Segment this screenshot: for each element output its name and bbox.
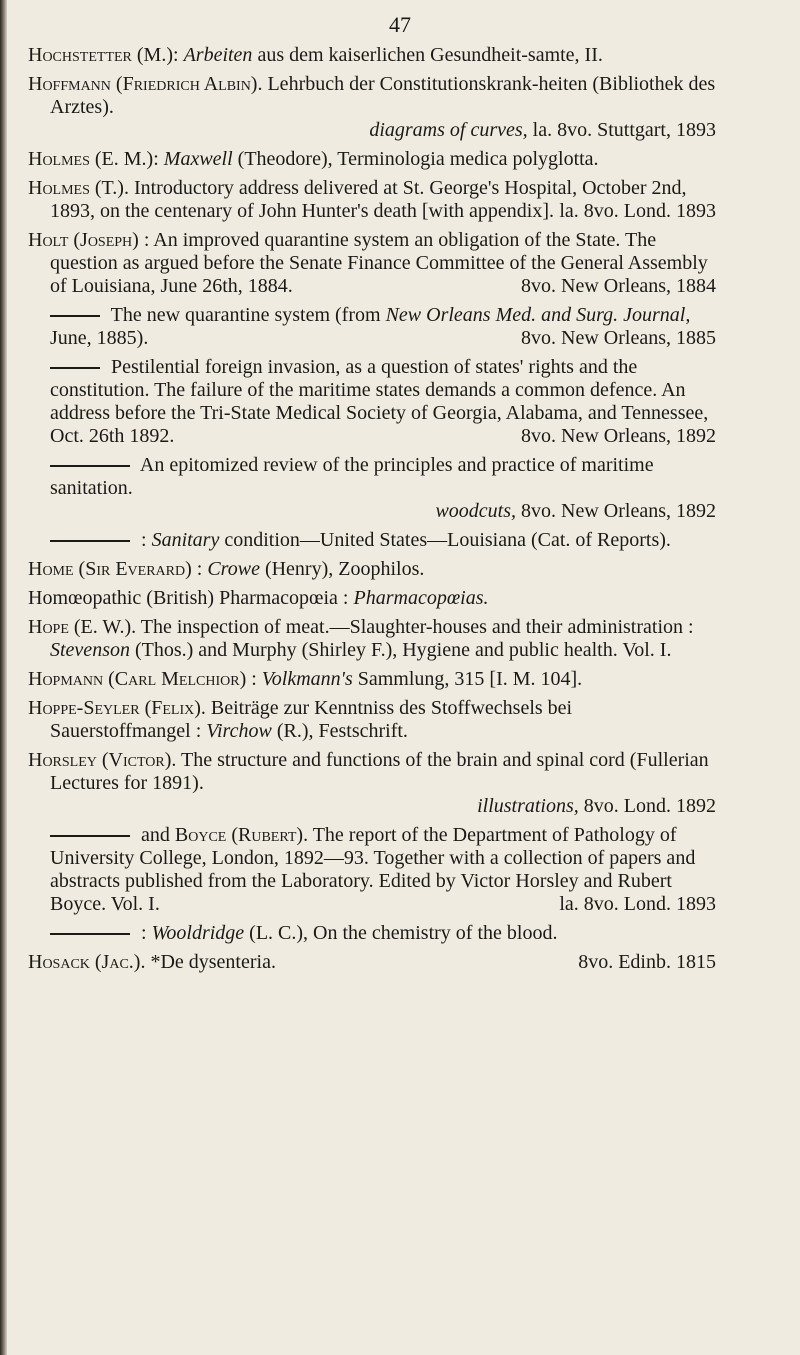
- entry-author: Horsley (Victor): [28, 749, 172, 771]
- entry-publication: 8vo. New Orleans, 1892: [521, 425, 716, 447]
- bibliography-entry: Hopmann (Carl Melchior) : Volkmann's Sammlung, 315 [I. M. 104].: [28, 668, 583, 690]
- entry-text: Pestilential foreign invasion, as a question of states' rights and the constitution. The failure of the maritime states demands a common defence. An address before the Tri-State Medical Society of Georgia, Alabama, and Tennessee, Oct. 26th 1892.: [50, 356, 709, 447]
- entry-author: Hope (E. W.): [28, 616, 132, 638]
- entry-author: Holmes (E. M.): [28, 148, 154, 170]
- bibliography-entry: and Boyce (Rubert). The report of the Department of Pathology of University College, London, 1892—93. Together with a collection of papers and abstracts published from the Laboratory. Edited by Victor Horsley and Rubert Boyce. Vol. I. la. 8vo. Lond. 1893: [50, 824, 716, 915]
- bibliography-entry: [28, 587, 716, 610]
- entry-text: : An improved quarantine system an obligation of the State. The question as argued before the Senate Finance Committee of the General Assembly of Louisiana, June 26th, 1884.: [50, 229, 708, 297]
- entry-publication: la. 8vo. Lond. 1893: [559, 200, 716, 222]
- entry-publication: 8vo. New Orleans, 1884: [521, 275, 716, 297]
- page-number: 47: [389, 12, 411, 37]
- ditto-dash: [50, 835, 130, 837]
- entry-publication: woodcuts, 8vo. New Orleans, 1892: [435, 500, 716, 522]
- entry-publication: illustrations, 8vo. Lond. 1892: [477, 795, 716, 817]
- bibliography-entry: [28, 177, 716, 223]
- entry-author: Home (Sir Everard): [28, 558, 192, 580]
- ditto-dash: [50, 540, 130, 542]
- bibliography-entry: [28, 454, 716, 523]
- entry-author: Hosack (Jac.): [28, 951, 141, 973]
- entry-author: Hoppe-Seyler (Felix): [28, 697, 201, 719]
- entry-italic-title: Pharmacopœias.: [353, 587, 489, 609]
- ditto-dash: [50, 367, 100, 369]
- ditto-dash: [50, 465, 130, 467]
- entry-text: . Introductory address delivered at St. George's Hospital, October 2nd, 1893, on the centenary of John Hunter's death [with appendix].: [50, 177, 687, 222]
- entry-italic-title: Wooldridge: [151, 922, 245, 944]
- entry-author: Holt (Joseph): [28, 229, 139, 251]
- bibliography-entry: [28, 951, 716, 974]
- entry-author: Hochstetter (M.): [28, 44, 173, 66]
- entry-text: . *De dysenteria.: [140, 951, 276, 973]
- entry-italic-title: Sanitary: [151, 529, 220, 551]
- bibliography-list: [28, 44, 716, 980]
- entry-italic-title: Stevenson: [50, 639, 130, 661]
- bibliography-entry: [28, 356, 716, 448]
- bibliography-entry: The new quarantine system (from New Orleans Med. and Surg. Journal, June, 1885). 8vo. New Orleans, 1885: [50, 304, 716, 349]
- bibliography-entry: Home (Sir Everard) : Crowe (Henry), Zoophilos.: [28, 558, 425, 580]
- entry-publication: diagrams of curves, la. 8vo. Stuttgart, 1893: [369, 119, 716, 141]
- entry-italic-title: Arbeiten: [183, 44, 253, 66]
- ditto-dash: [50, 933, 130, 935]
- entry-author: Hoffmann (Friedrich Albin): [28, 73, 258, 95]
- entry-italic-title: Volkmann's: [261, 668, 353, 690]
- entry-text: (Henry), Zoophilos.: [259, 558, 425, 580]
- bibliography-entry: Hope (E. W.). The inspection of meat.—Slaughter-houses and their administration : Stevenson (Thos.) and Murphy (Shirley F.), Hygiene and public health. Vol. I.: [28, 616, 694, 661]
- entry-italic-title: Virchow: [206, 720, 272, 742]
- entry-italic-title: Crowe: [207, 558, 260, 580]
- entry-publication: 8vo. Edinb. 1815: [578, 951, 716, 973]
- bibliography-entry: : Sanitary condition—United States—Louisiana (Cat. of Reports).: [28, 529, 716, 552]
- entry-author: Holmes (T.): [28, 177, 124, 199]
- entry-text: An epitomized review of the principles and practice of maritime sanitation.: [50, 454, 654, 499]
- page-binding-edge: [0, 0, 7, 1355]
- entry-text: (Theodore), Terminologia medica polyglotta.: [232, 148, 599, 170]
- bibliography-entry: [28, 749, 716, 818]
- entry-text: . Lehrbuch der Constitutionskrank-heiten (Bibliothek des Arztes).: [50, 73, 716, 118]
- entry-publication: 8vo. New Orleans, 1885: [521, 327, 716, 349]
- entry-publication: la. 8vo. Lond. 1893: [559, 893, 716, 915]
- entry-italic-title: Maxwell: [163, 148, 233, 170]
- entry-text: Homœopathic (British) Pharmacopœia :: [28, 587, 354, 609]
- entry-text: . The structure and functions of the brain and spinal cord (Fullerian Lectures for 1891).: [50, 749, 709, 794]
- entry-italic-title: New Orleans Med. and Surg. Journal,: [385, 304, 691, 326]
- bibliography-entry: : Wooldridge (L. C.), On the chemistry of the blood.: [28, 922, 716, 945]
- entry-author: Boyce (Rubert): [174, 824, 304, 846]
- entry-author: Hopmann (Carl Melchior): [28, 668, 247, 690]
- bibliography-entry: Holmes (E. M.): Maxwell (Theodore), Terminologia medica polyglotta.: [28, 148, 599, 170]
- entry-text: aus dem kaiserlichen Gesundheit-samte, II.: [252, 44, 603, 66]
- bibliography-entry: [28, 229, 716, 298]
- bibliography-entry: Hochstetter (M.): Arbeiten aus dem kaiserlichen Gesundheit-samte, II.: [28, 44, 603, 66]
- ditto-dash: [50, 315, 100, 317]
- bibliography-entry: [28, 73, 716, 142]
- bibliography-entry: Hoppe-Seyler (Felix). Beiträge zur Kenntniss des Stoffwechsels bei Sauerstoffmangel : Virchow (R.), Festschrift.: [28, 697, 573, 742]
